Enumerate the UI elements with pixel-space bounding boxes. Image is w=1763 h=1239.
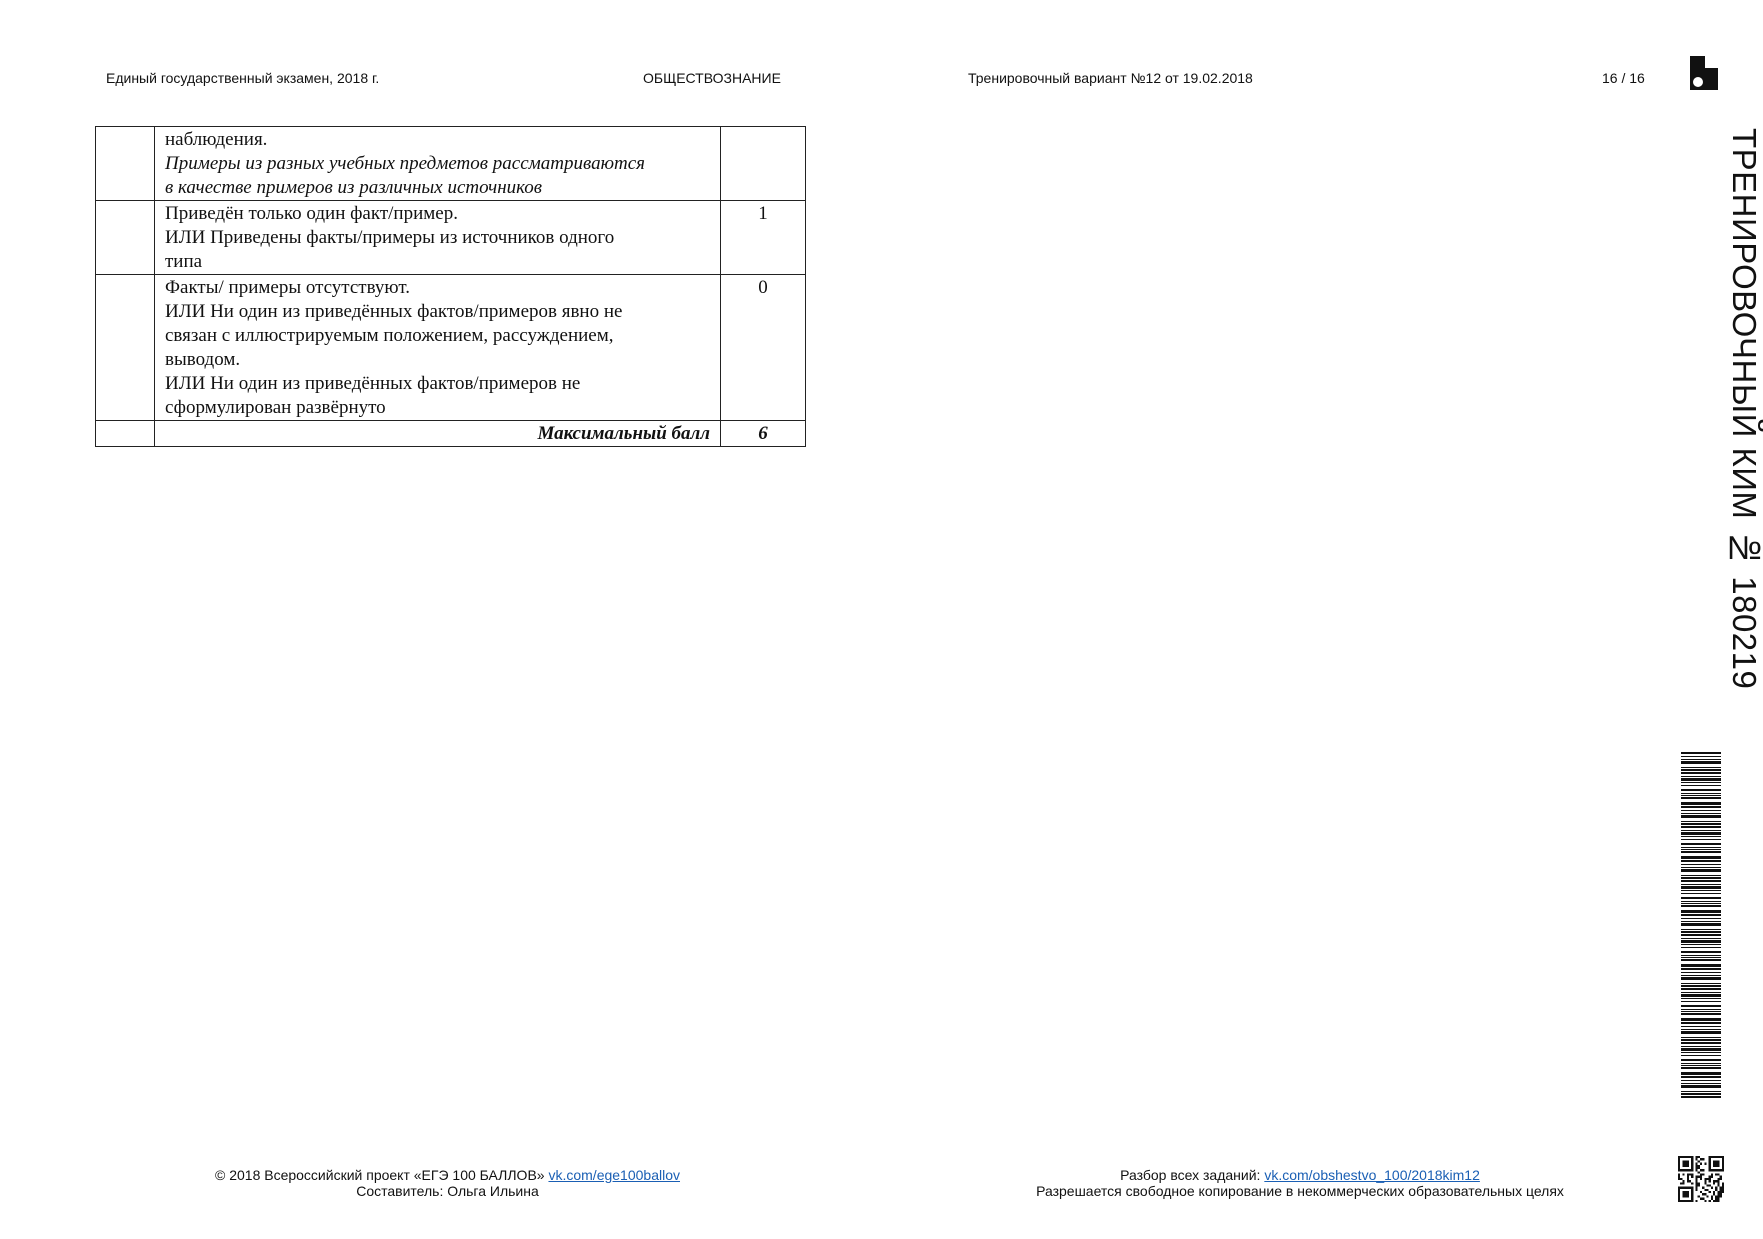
criterion-text: выводом. [165, 349, 241, 370]
header-exam: Единый государственный экзамен, 2018 г. [106, 70, 380, 86]
criterion-text: типа [165, 251, 203, 272]
criterion-cell [155, 127, 721, 201]
footer-left [190, 1167, 705, 1199]
criterion-cell [155, 275, 721, 421]
header-subject: ОБЩЕСТВОЗНАНИЕ [643, 70, 781, 86]
table-row [96, 127, 806, 201]
criterion-text: ИЛИ Ни один из приведённых фактов/примеров явно не [165, 301, 623, 322]
header-variant: Тренировочный вариант №12 от 19.02.2018 [968, 70, 1253, 86]
table-cell-empty [96, 127, 155, 201]
footer-right [1020, 1167, 1580, 1199]
score-cell [721, 127, 806, 201]
footer-review-label: Разбор всех заданий: [1120, 1167, 1261, 1183]
footer-copyright-line [190, 1167, 705, 1183]
table-cell-empty [96, 275, 155, 421]
criterion-note: Примеры из разных учебных предметов рассматриваются [165, 153, 645, 174]
table-row-total [96, 421, 806, 447]
table-cell-empty [96, 421, 155, 447]
criterion-text: Факты/ примеры отсутствуют. [165, 277, 410, 298]
table-row [96, 275, 806, 421]
max-score-value: 6 [721, 421, 806, 447]
barcode-icon [1681, 752, 1721, 1100]
criterion-text: ИЛИ Приведены факты/примеры из источников одного [165, 227, 615, 248]
criteria-table [95, 126, 806, 447]
criterion-text: наблюдения. [165, 129, 268, 150]
criterion-text: сформулирован развёрнуто [165, 397, 386, 418]
criterion-text: Приведён только один факт/пример. [165, 203, 458, 224]
criterion-cell [155, 201, 721, 275]
score-cell: 0 [721, 275, 806, 421]
footer-copy-note: Разрешается свободное копирование в некоммерческих образовательных целях [1036, 1183, 1564, 1199]
footer-copyright: © 2018 Всероссийский проект «ЕГЭ 100 БАЛЛОВ» [215, 1167, 545, 1183]
max-score-label: Максимальный балл [155, 421, 721, 447]
side-title-vertical: ТРЕНИРОВОЧНЫЙ КИМ № 180219 [1726, 128, 1763, 690]
corner-registration-mark-icon [1690, 56, 1718, 90]
footer-review-line [1020, 1167, 1580, 1183]
score-cell: 1 [721, 201, 806, 275]
table-row [96, 201, 806, 275]
footer-author: Составитель: Ольга Ильина [356, 1183, 539, 1199]
criterion-note: в качестве примеров из различных источников [165, 177, 543, 198]
criterion-text: связан с иллюстрируемым положением, рассуждением, [165, 325, 614, 346]
table-cell-empty [96, 201, 155, 275]
header-page-number: 16 / 16 [1602, 70, 1645, 86]
criterion-text: ИЛИ Ни один из приведённых фактов/примеров не [165, 373, 581, 394]
qr-code-icon [1678, 1156, 1724, 1202]
footer-project-link[interactable]: vk.com/ege100ballov [548, 1167, 680, 1183]
footer-review-link[interactable]: vk.com/obshestvo_100/2018kim12 [1264, 1167, 1480, 1183]
